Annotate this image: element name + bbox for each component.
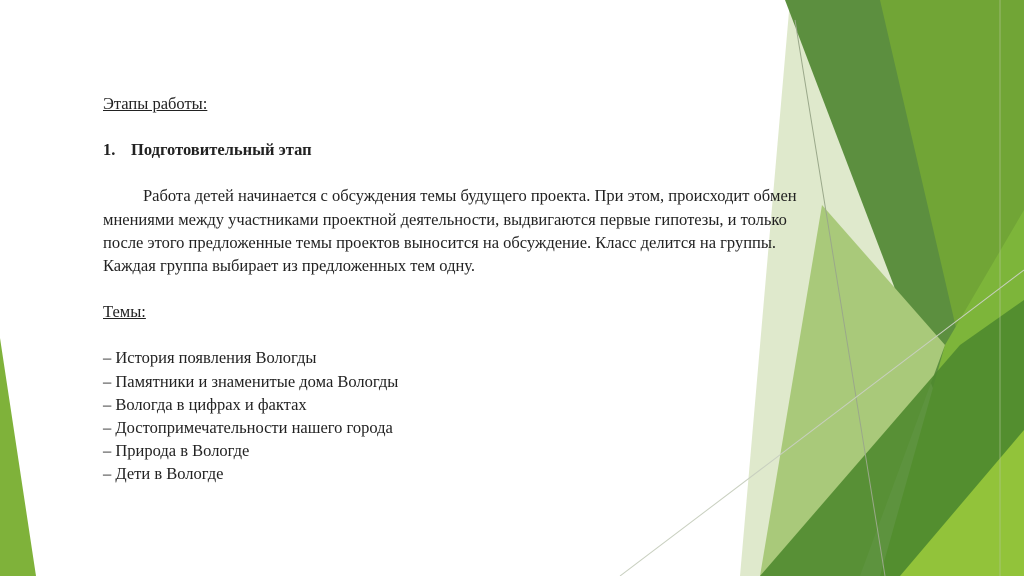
stage-number: 1. [103,140,116,160]
list-item: – История появления Вологды [103,348,317,368]
topics-label: Темы: [103,302,146,322]
list-item: – Вологда в цифрах и фактах [103,394,307,414]
topics-list [103,346,803,485]
stage-heading [103,138,803,161]
slide-content [103,92,803,486]
stage-title: Подготовительный этап [131,140,312,160]
list-item: – Памятники и знаменитые дома Вологды [103,371,399,391]
list-item: – Природа в Вологде [103,441,250,461]
list-item: – Дети в Вологде [103,464,224,484]
stage-description: Работа детей начинается с обсуждения темы будущего проекта. При этом, происходит обмен мнениями между участниками проектной деятельности, выдвигаются первые гипотезы, и только после этого предложенные темы проектов выносится на обсуждение. Класс делится на группы. Каждая группа выбирает из предложенных тем одну. [103,186,797,276]
list-item: – Достопримечательности нашего города [103,418,393,438]
stages-label: Этапы работы: [103,94,208,113]
left-green-triangle [0,338,36,576]
